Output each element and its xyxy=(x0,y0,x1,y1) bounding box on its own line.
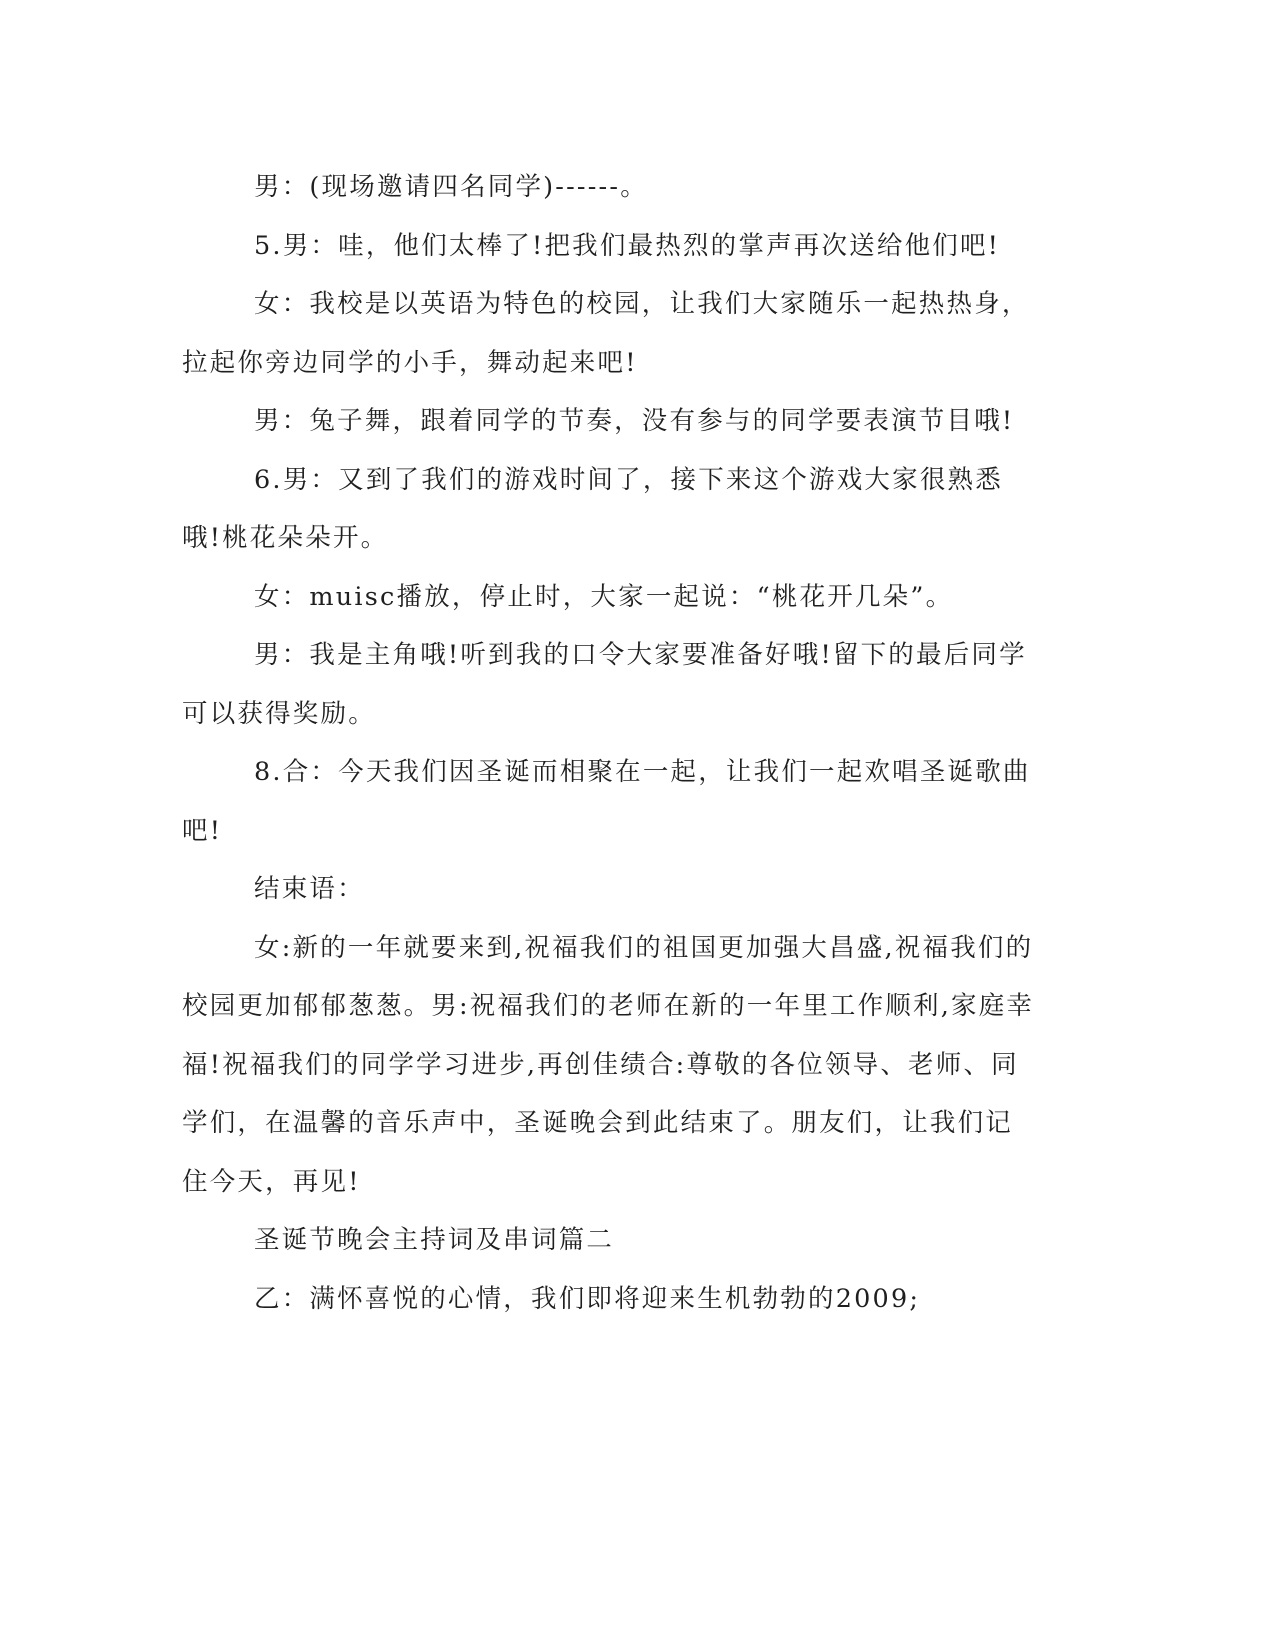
paragraph-7: 男：我是主角哦!听到我的口令大家要准备好哦!留下的最后同学可以获得奖励。 xyxy=(182,640,1027,729)
paragraph-6: 女：muisc播放，停止时，大家一起说：“桃花开几朵”。 xyxy=(254,581,954,612)
paragraph-4: 男：兔子舞，跟着同学的节奏，没有参与的同学要表演节目哦! xyxy=(254,406,1015,436)
paragraph-last: 乙：满怀喜悦的心情，我们即将迎来生机勃勃的2009; xyxy=(254,1283,921,1314)
paragraph-8: 8.合：今天我们因圣诞而相聚在一起，让我们一起欢唱圣诞歌曲吧! xyxy=(182,757,1031,846)
closing-paragraph: 女:新的一年就要来到,祝福我们的祖国更加强大昌盛,祝福我们的校园更加郁郁葱葱。男:祝福我们的老师在新的一年里工作顺利,家庭幸福!祝福我们的同学学习进步,再创佳绩合:尊敬的各位领导、老师、同学们，在温馨的音乐声中，圣诞晚会到此结束了。朋友们，让我们记住今天，再见! xyxy=(182,932,1035,1197)
paragraph-1: 男：(现场邀请四名同学)------。 xyxy=(254,172,648,202)
closing-heading: 结束语： xyxy=(254,874,365,904)
paragraph-2: 5.男：哇，他们太棒了!把我们最热烈的掌声再次送给他们吧! xyxy=(254,230,1001,261)
paragraph-5: 6.男：又到了我们的游戏时间了，接下来这个游戏大家很熟悉哦!桃花朵朵开。 xyxy=(182,464,1003,553)
document-body xyxy=(182,158,1040,1328)
section-title: 圣诞节晚会主持词及串词篇二 xyxy=(254,1225,615,1255)
paragraph-3: 女：我校是以英语为特色的校园，让我们大家随乐一起热热身，拉起你旁边同学的小手，舞动起来吧! xyxy=(182,289,1030,378)
